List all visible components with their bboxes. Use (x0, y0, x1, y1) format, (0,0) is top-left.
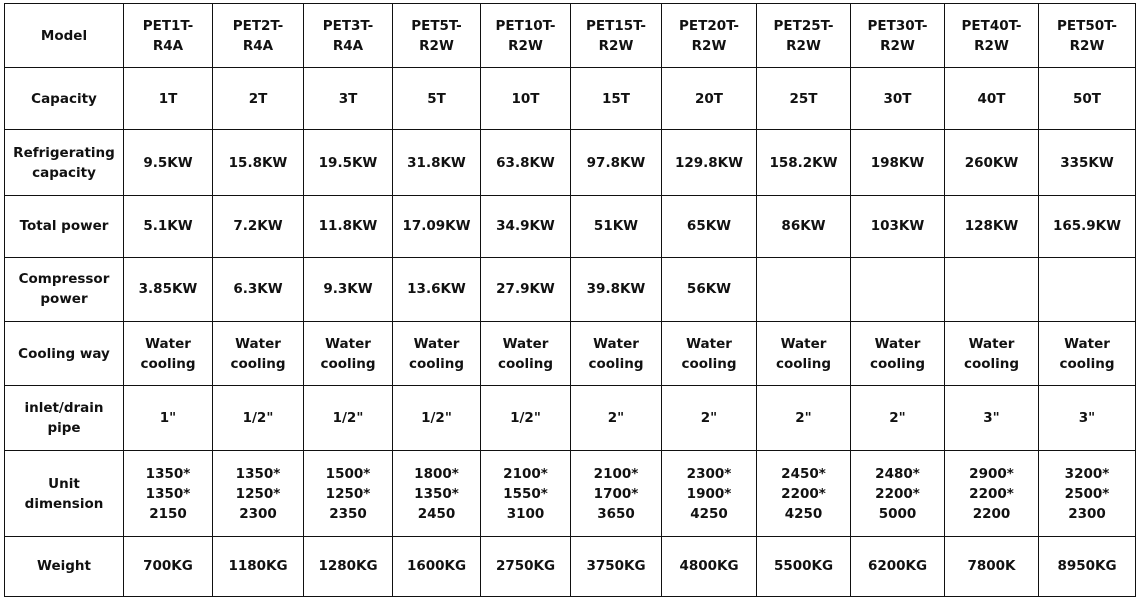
table-cell: Water cooling (571, 322, 662, 386)
table-cell: Water cooling (1039, 322, 1136, 386)
table-cell: PET2T- R4A (213, 4, 304, 68)
table-cell: 5T (393, 68, 481, 130)
table-cell: 2" (757, 386, 851, 451)
table-cell: 6.3KW (213, 257, 304, 321)
row-header: Weight (5, 536, 124, 596)
table-cell: 1/2" (393, 386, 481, 451)
table-cell: 198KW (851, 130, 945, 195)
table-cell: 158.2KW (757, 130, 851, 195)
table-cell: 5500KG (757, 536, 851, 596)
table-cell: 25T (757, 68, 851, 130)
table-cell: 2" (851, 386, 945, 451)
table-row-total-power (5, 195, 1136, 257)
table-cell: 20T (662, 68, 757, 130)
table-cell: 1180KG (213, 536, 304, 596)
table-cell: 34.9KW (481, 195, 571, 257)
table-cell: 1350* 1350* 2150 (124, 451, 213, 536)
table-cell: PET3T- R4A (304, 4, 393, 68)
table-cell: 260KW (945, 130, 1039, 195)
table-cell: 8950KG (1039, 536, 1136, 596)
table-cell: 5.1KW (124, 195, 213, 257)
table-cell: 9.5KW (124, 130, 213, 195)
table-cell (1039, 257, 1136, 321)
table-cell: 11.8KW (304, 195, 393, 257)
table-cell: Water cooling (124, 322, 213, 386)
row-header: Total power (5, 195, 124, 257)
table-cell: 50T (1039, 68, 1136, 130)
table-cell: 13.6KW (393, 257, 481, 321)
table-cell: 27.9KW (481, 257, 571, 321)
table-cell: Water cooling (393, 322, 481, 386)
table-cell: 2450* 2200* 4250 (757, 451, 851, 536)
table-cell: 3.85KW (124, 257, 213, 321)
table-cell: 3T (304, 68, 393, 130)
table-cell: 7800K (945, 536, 1039, 596)
table-cell: PET10T- R2W (481, 4, 571, 68)
table-cell: 1/2" (481, 386, 571, 451)
table-cell: 30T (851, 68, 945, 130)
table-cell: 128KW (945, 195, 1039, 257)
table-row-refrigerating-capacity (5, 130, 1136, 195)
row-header: Capacity (5, 68, 124, 130)
table-cell: Water cooling (481, 322, 571, 386)
table-cell: 56KW (662, 257, 757, 321)
table-row-unit-dimension (5, 451, 1136, 536)
table-row-inlet-drain-pipe (5, 386, 1136, 451)
table-cell: 700KG (124, 536, 213, 596)
table-cell: 2" (571, 386, 662, 451)
table-cell: 165.9KW (1039, 195, 1136, 257)
table-cell: Water cooling (945, 322, 1039, 386)
table-cell: 17.09KW (393, 195, 481, 257)
table-cell: Water cooling (304, 322, 393, 386)
table-cell: 4800KG (662, 536, 757, 596)
table-cell: 65KW (662, 195, 757, 257)
table-cell: 1" (124, 386, 213, 451)
table-cell: 2300* 1900* 4250 (662, 451, 757, 536)
table-cell: PET30T- R2W (851, 4, 945, 68)
table-cell: 63.8KW (481, 130, 571, 195)
row-header: Cooling way (5, 322, 124, 386)
table-cell: 2100* 1700* 3650 (571, 451, 662, 536)
table-cell: 2750KG (481, 536, 571, 596)
table-cell: 2100* 1550* 3100 (481, 451, 571, 536)
row-header: Model (5, 4, 124, 68)
table-cell: 3750KG (571, 536, 662, 596)
table-cell: 51KW (571, 195, 662, 257)
table-cell: 1280KG (304, 536, 393, 596)
table-cell: Water cooling (851, 322, 945, 386)
table-cell: 19.5KW (304, 130, 393, 195)
table-cell: 1/2" (304, 386, 393, 451)
table-cell (945, 257, 1039, 321)
table-cell: PET40T- R2W (945, 4, 1039, 68)
table-cell: 15.8KW (213, 130, 304, 195)
table-cell: PET25T- R2W (757, 4, 851, 68)
table-cell: 15T (571, 68, 662, 130)
table-cell: 6200KG (851, 536, 945, 596)
table-cell: Water cooling (662, 322, 757, 386)
table-cell: 2900* 2200* 2200 (945, 451, 1039, 536)
table-cell: 1/2" (213, 386, 304, 451)
table-cell: 2480* 2200* 5000 (851, 451, 945, 536)
table-cell: 1600KG (393, 536, 481, 596)
table-cell: 97.8KW (571, 130, 662, 195)
row-header: inlet/drain pipe (5, 386, 124, 451)
table-row-weight (5, 536, 1136, 596)
table-cell: 3200* 2500* 2300 (1039, 451, 1136, 536)
table-cell: PET1T- R4A (124, 4, 213, 68)
spec-table-body (5, 4, 1136, 597)
spec-table (4, 3, 1136, 597)
table-cell: 86KW (757, 195, 851, 257)
table-cell: 39.8KW (571, 257, 662, 321)
table-cell: 1500* 1250* 2350 (304, 451, 393, 536)
table-cell: 129.8KW (662, 130, 757, 195)
table-cell: PET5T- R2W (393, 4, 481, 68)
table-row-model (5, 4, 1136, 68)
table-cell: 103KW (851, 195, 945, 257)
table-cell: 3" (1039, 386, 1136, 451)
table-cell: PET20T- R2W (662, 4, 757, 68)
table-cell: 1350* 1250* 2300 (213, 451, 304, 536)
table-cell: 9.3KW (304, 257, 393, 321)
table-row-capacity (5, 68, 1136, 130)
table-cell: 40T (945, 68, 1039, 130)
table-cell: 10T (481, 68, 571, 130)
table-row-cooling-way (5, 322, 1136, 386)
table-cell: PET15T- R2W (571, 4, 662, 68)
table-cell: 335KW (1039, 130, 1136, 195)
row-header: Compressor power (5, 257, 124, 321)
table-cell: Water cooling (757, 322, 851, 386)
table-cell: 2" (662, 386, 757, 451)
table-cell (757, 257, 851, 321)
table-cell: 1800* 1350* 2450 (393, 451, 481, 536)
table-cell: 1T (124, 68, 213, 130)
row-header: Refrigerating capacity (5, 130, 124, 195)
table-cell: 7.2KW (213, 195, 304, 257)
table-cell: 2T (213, 68, 304, 130)
table-cell: 3" (945, 386, 1039, 451)
table-cell: PET50T- R2W (1039, 4, 1136, 68)
row-header: Unit dimension (5, 451, 124, 536)
table-cell: 31.8KW (393, 130, 481, 195)
table-cell (851, 257, 945, 321)
table-row-compressor-power (5, 257, 1136, 321)
table-cell: Water cooling (213, 322, 304, 386)
